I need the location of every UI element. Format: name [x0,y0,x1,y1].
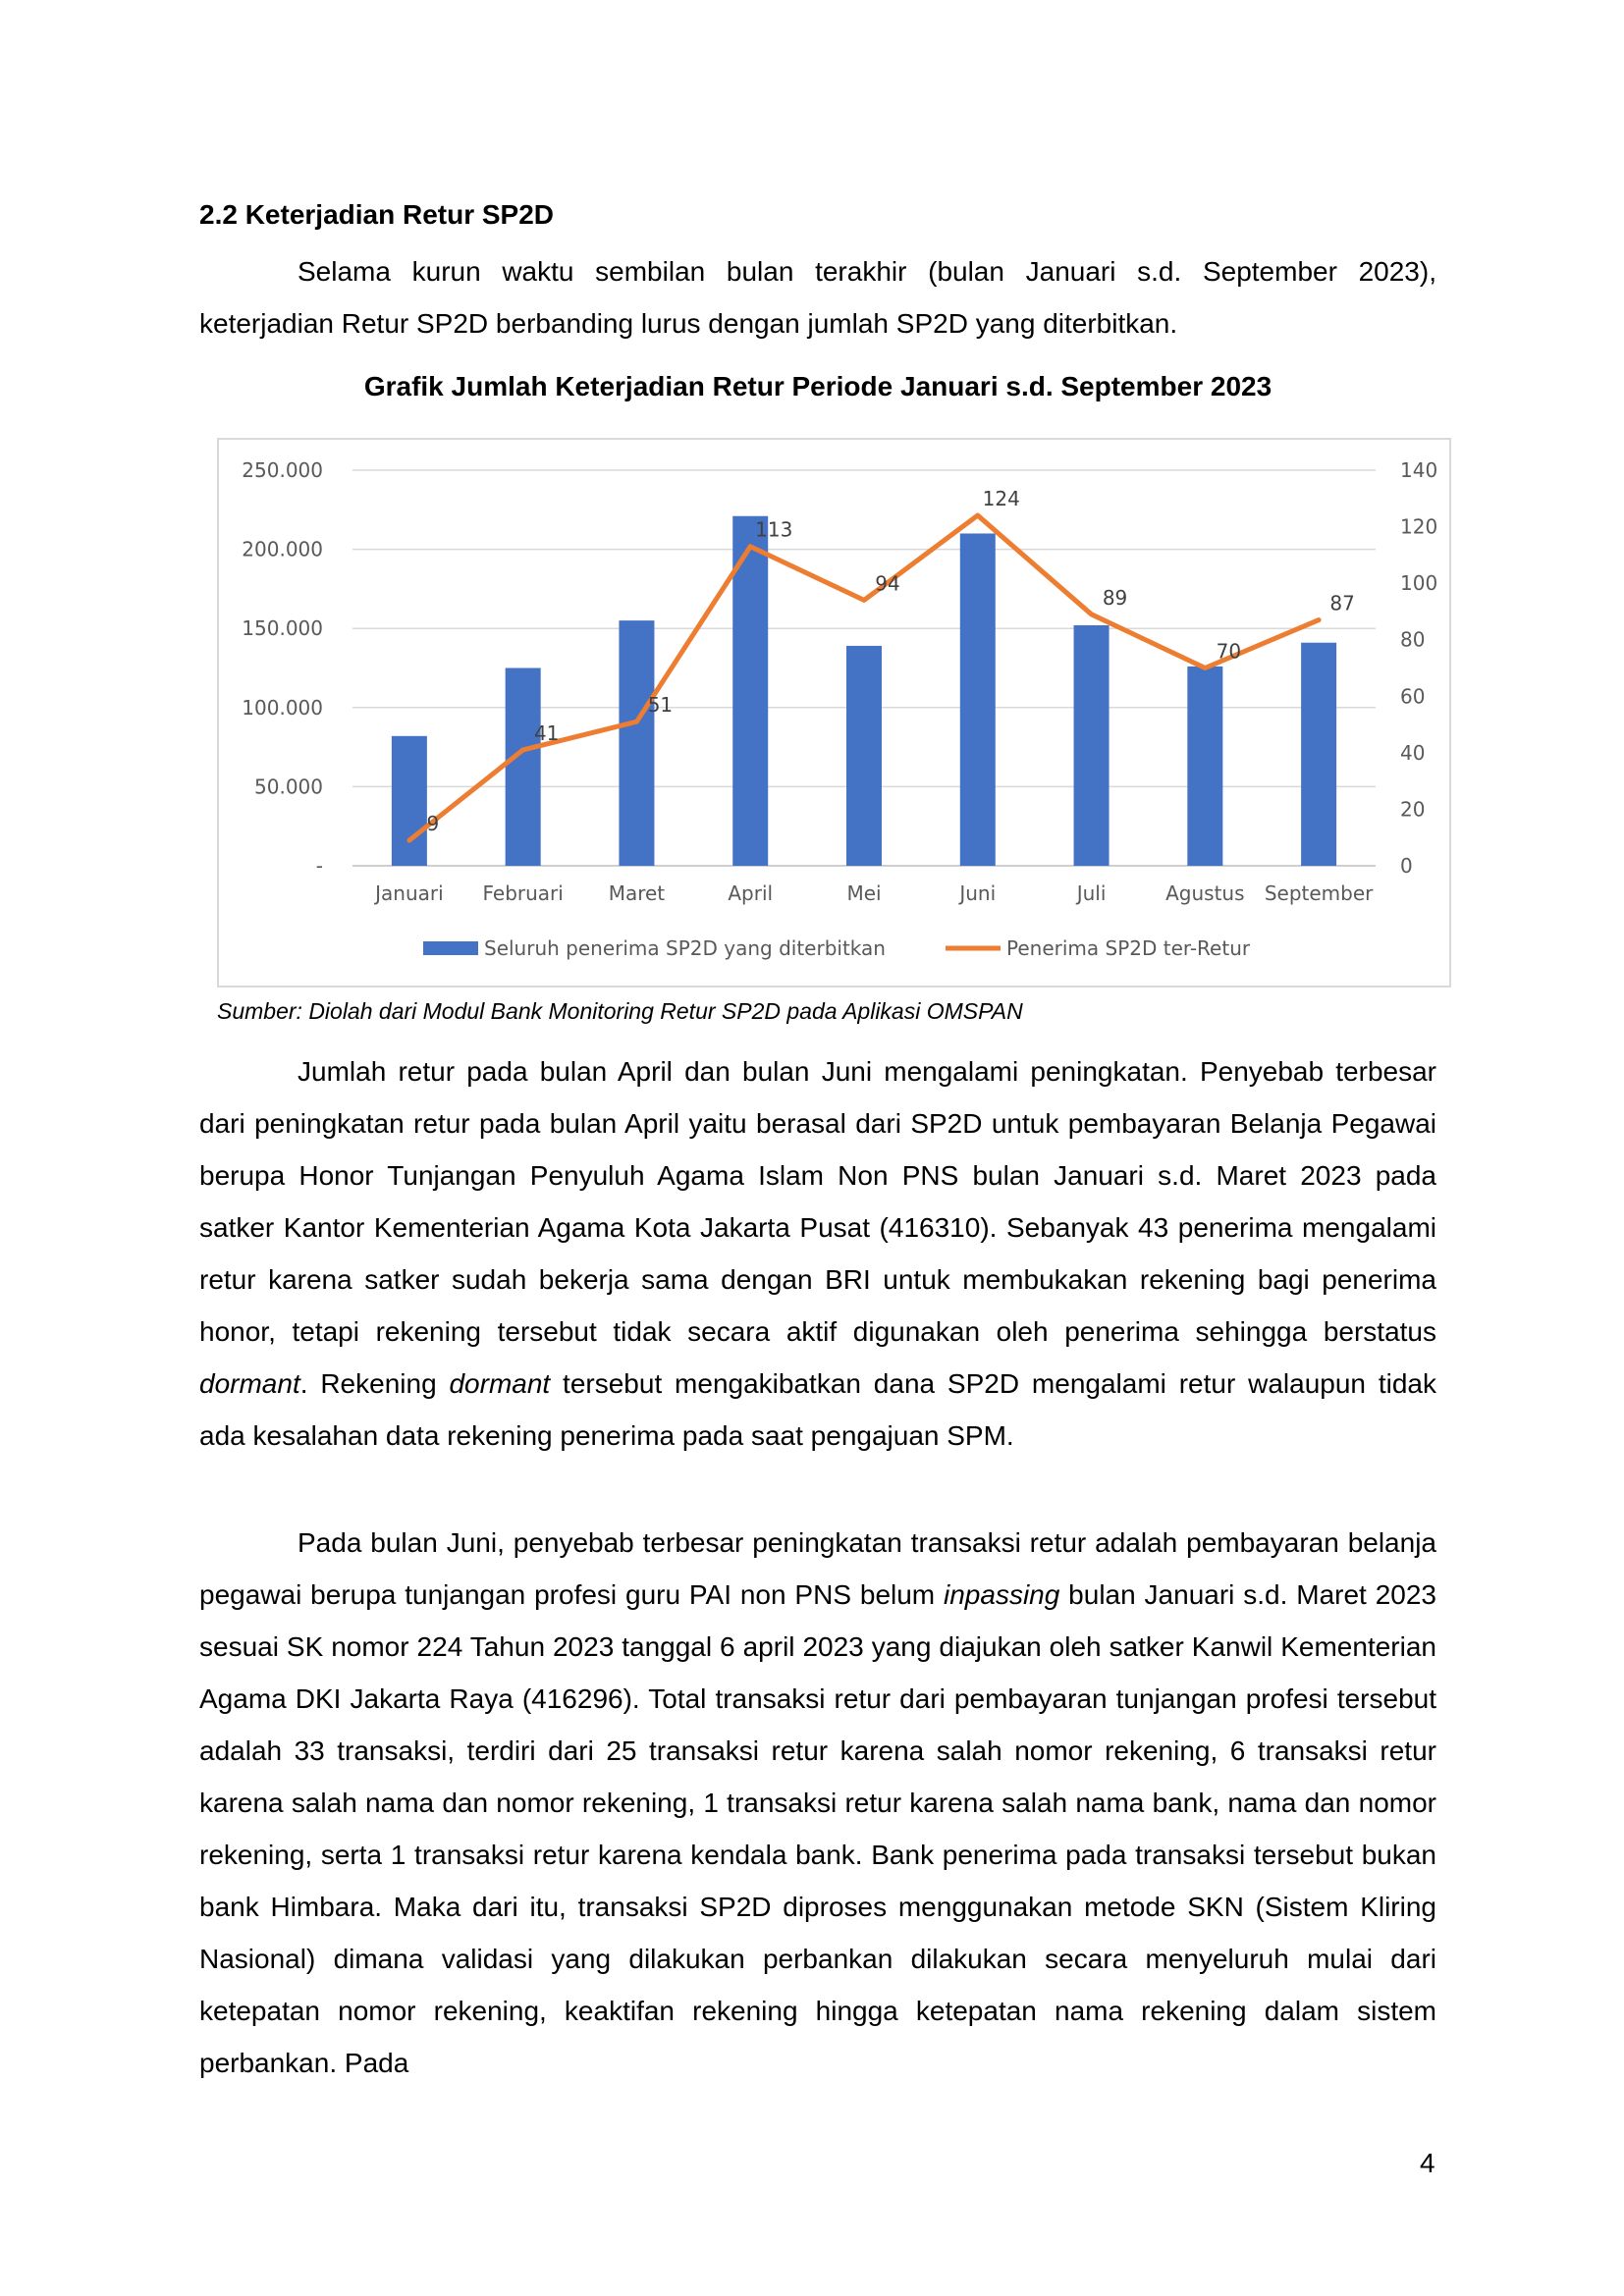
x-tick-label: Januari [375,881,444,905]
data-label: 51 [647,693,674,718]
text-run: bulan Januari s.d. Maret 2023 sesuai SK nomor 224 Tahun 2023 tanggal 6 april 2023 yang diajukan oleh satker Kanwil Kementerian Agama DKI Jakarta Raya (416296). Total transaksi retur dari pembayaran tunjangan profesi tersebut adalah 33 transaksi, terdiri dari 25 transaksi retur karena salah nomor rekening, 6 transaksi retur karena salah nama dan nomor rekening, 1 transaksi retur karena salah nama bank, nama dan nomor rekening, serta 1 transaksi retur karena kendala bank. Bank penerima pada transaksi tersebut bukan bank Himbara. Maka dari itu, transaksi SP2D diproses menggunakan metode SKN (Sistem Kliring Nasional) dimana validasi yang dilakukan perbankan dilakukan secara menyeluruh mulai dari ketepatan nomor rekening, keaktifan rekening hingga ketepatan nama rekening dalam sistem perbankan. Pada [199,1579,1436,2078]
x-tick-label: Mei [846,881,882,905]
x-tick-label: Juli [1076,881,1107,905]
right-axis-tick-label: 40 [1400,740,1426,765]
chart-title: Grafik Jumlah Keterjadian Retur Periode Januari s.d. September 2023 [363,371,1272,401]
bar [1074,625,1110,866]
right-axis-tick-label: 0 [1400,854,1413,878]
bar [1301,643,1336,866]
italic-term: dormant [449,1368,551,1399]
left-axis-tick-label: 50.000 [254,774,323,799]
right-axis-tick-label: 100 [1400,571,1438,596]
right-axis-tick-label: 60 [1400,684,1426,709]
right-axis-tick-label: 80 [1400,627,1426,652]
combo-chart [219,440,1449,986]
chart-source: Sumber: Diolah dari Modul Bank Monitoring Retur SP2D pada Aplikasi OMSPAN [217,998,1023,1024]
data-label: 9 [426,812,440,836]
left-axis-tick-label: 200.000 [242,537,323,561]
intro-paragraph: Selama kurun waktu sembilan bulan terakhir (bulan Januari s.d. September 2023), keterjadian Retur SP2D berbanding lurus dengan jumlah SP2D yang diterbitkan. [199,256,1436,339]
chart-container [217,438,1451,988]
x-tick-label: April [728,881,774,905]
bar [846,646,882,866]
bar [619,620,654,866]
x-tick-label: Agustus [1165,881,1245,905]
data-label: 94 [875,571,900,596]
text-run: . Rekening [299,1368,450,1399]
legend-label-bar: Seluruh penerima SP2D yang diterbitkan [484,936,886,960]
right-axis-tick-label: 120 [1400,514,1438,539]
text-run: Pada bulan Juni, penyebab terbesar peningkatan transaksi retur adalah pembayaran belanja pegawai berupa tunjangan profesi guru PAI non PNS belum [199,1527,1436,1610]
april-paragraph [199,1045,1436,1462]
legend-label-line: Penerima SP2D ter-Retur [1006,936,1251,960]
left-axis-tick-label: 150.000 [242,616,323,641]
right-axis-tick-label: 140 [1400,458,1438,482]
data-label: 113 [755,517,793,542]
section-heading: 2.2 Keterjadian Retur SP2D [199,199,555,230]
data-label: 124 [982,487,1020,511]
bar [392,736,427,866]
page-number: 4 [1420,2148,1435,2178]
left-axis-tick-label: 100.000 [242,695,323,720]
left-axis-tick-label: - [315,854,323,878]
italic-term: inpassing [944,1579,1060,1610]
text-run: tersebut mengakibatkan dana SP2D mengalami retur walaupun tidak ada kesalahan data rekening penerima pada saat pengajuan SPM. [199,1368,1436,1451]
bar [960,533,996,866]
italic-term: dormant [199,1368,300,1399]
june-paragraph [199,1517,1436,2089]
text-run: Jumlah retur pada bulan April dan bulan Juni mengalami peningkatan. Penyebab terbesar dari peningkatan retur pada bulan April yaitu berasal dari SP2D untuk pembayaran Belanja Pegawai berupa Honor Tunjangan Penyuluh Agama Islam Non PNS bulan Januari s.d. Maret 2023 pada satker Kantor Kementerian Agama Kota Jakarta Pusat (416310). Sebanyak 43 penerima mengalami retur karena satker sudah bekerja sama dengan BRI untuk membukakan rekening bagi penerima honor, tetapi rekening tersebut tidak secara aktif digunakan oleh penerima sehingga berstatus [199,1056,1436,1347]
data-label: 87 [1329,591,1355,615]
legend-swatch-bar [423,941,478,955]
data-label: 70 [1216,639,1242,664]
right-axis-tick-label: 20 [1400,797,1426,822]
x-tick-label: Juni [959,881,997,905]
x-tick-label: September [1264,881,1374,905]
x-tick-label: Maret [608,881,666,905]
bar [506,668,541,867]
bar [1187,667,1222,866]
left-axis-tick-label: 250.000 [242,458,323,482]
data-label: 41 [533,721,560,745]
x-tick-label: Februari [482,881,564,905]
data-label: 89 [1102,585,1128,610]
